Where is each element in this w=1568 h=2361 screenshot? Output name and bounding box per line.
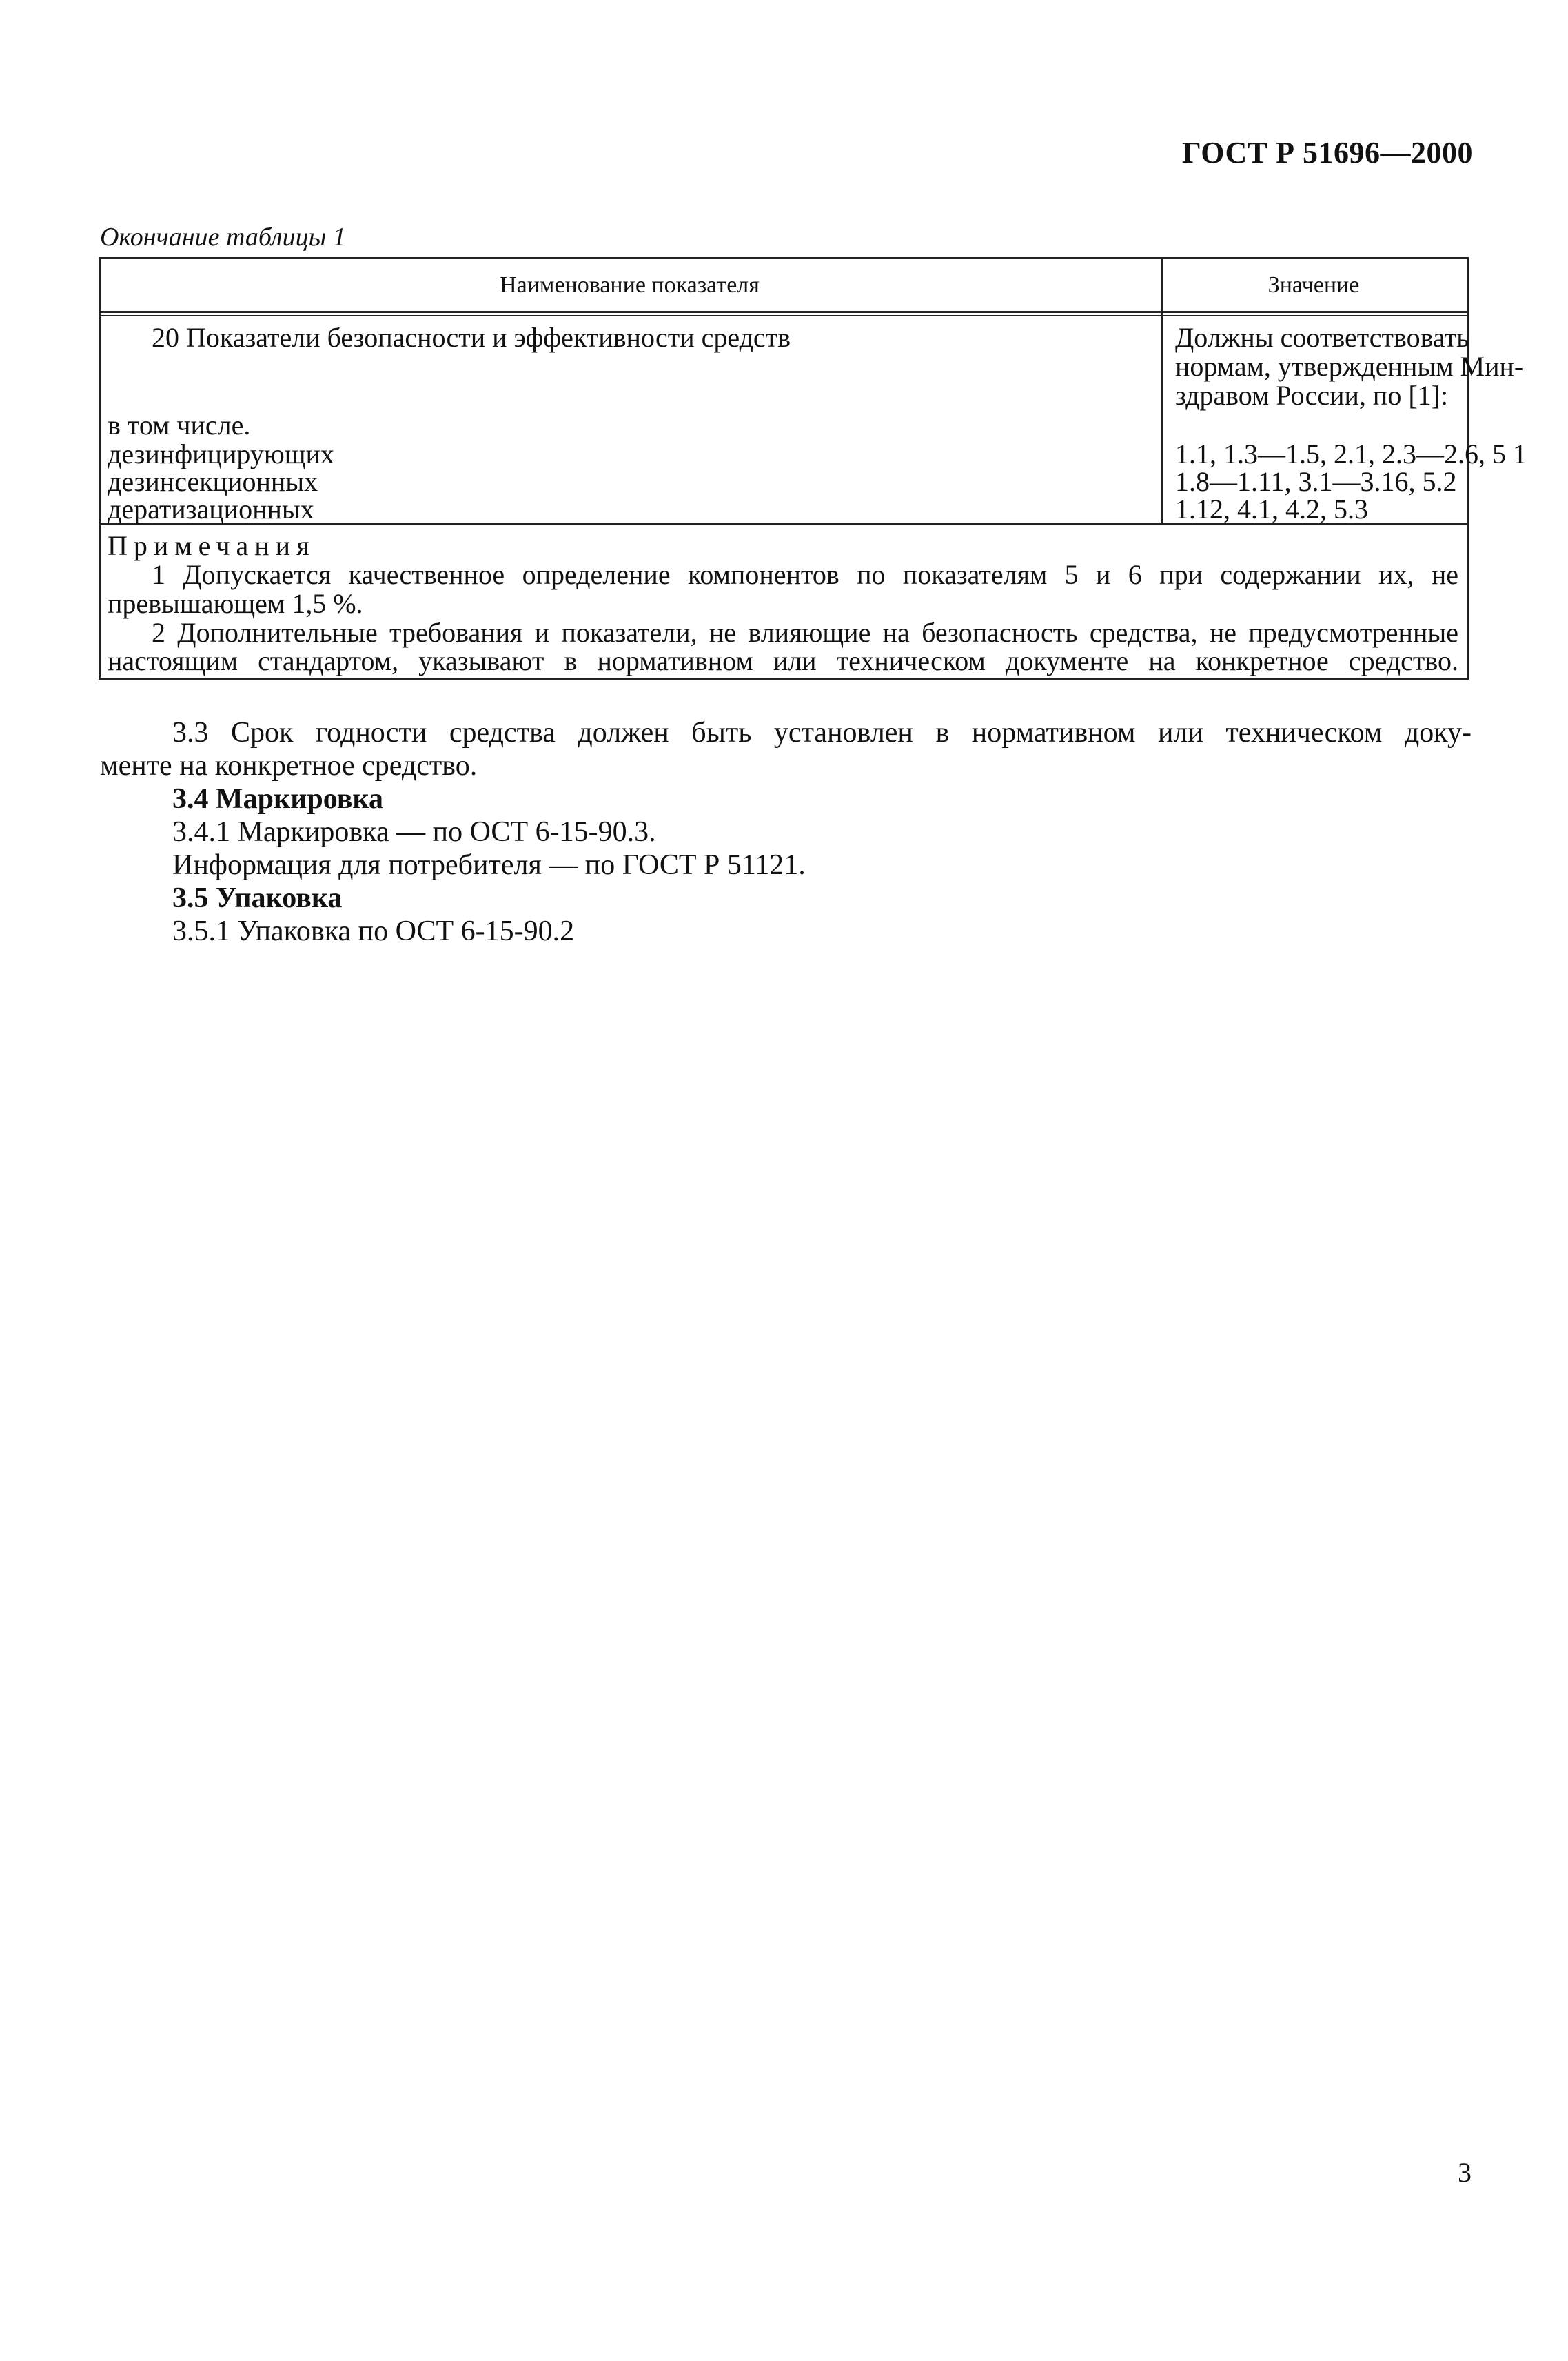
value-line-3: здравом России, по [1]:	[1175, 380, 1449, 411]
indicators-table	[99, 257, 1527, 680]
paragraph-3-5-1: 3.5.1 Упаковка по ОСТ 6-15-90.2	[172, 915, 575, 947]
col-header-value: Значение	[1267, 272, 1360, 298]
header-separator-double	[99, 315, 1469, 316]
note-1-line-2: превышающем 1,5 %.	[108, 588, 363, 619]
sub-item-value: 1.12, 4.1, 4.2, 5.3	[1175, 494, 1368, 525]
sub-item-name: дератизационных	[108, 494, 314, 525]
value-line-1: Должны соответствовать	[1175, 322, 1469, 353]
page-number: 3	[1458, 2157, 1472, 2188]
section-heading-3-5: 3.5 Упаковка	[172, 882, 343, 914]
table-left-border	[99, 257, 101, 680]
table-caption: Окончание таблицы 1	[100, 223, 346, 252]
note-1-line-1: 1 Допускается качественное определение компонентов по показателям 5 и 6 при содержании их, не	[152, 559, 1458, 590]
notes-title: Примечания	[108, 530, 316, 561]
indicator-name: 20 Показатели безопасности и эффективности средств	[152, 322, 791, 353]
header-separator	[99, 311, 1469, 313]
sub-item-name: дезинсекционных	[108, 466, 318, 497]
paragraph-3-4-1-info: Информация для потребителя — по ГОСТ Р 51121.	[172, 849, 806, 881]
note-2-line-1: 2 Дополнительные требования и показатели, не влияющие на безопасность средства, не предусмотренные	[152, 617, 1458, 648]
sub-item-value: 1.8—1.11, 3.1—3.16, 5.2	[1175, 466, 1457, 497]
section-heading-3-4: 3.4 Маркировка	[172, 783, 383, 815]
paragraph-3-3-line-2: менте на конкретное средство.	[100, 750, 478, 782]
sub-item-name: дезинфицирующих	[108, 438, 334, 469]
sub-intro: в том числе.	[108, 409, 251, 440]
document-code: ГОСТ Р 51696—2000	[1181, 136, 1473, 170]
table-bottom-border	[99, 678, 1469, 680]
paragraph-3-4-1: 3.4.1 Маркировка — по ОСТ 6-15-90.3.	[172, 816, 656, 848]
note-2-line-2: настоящим стандартом, указывают в нормативном или техническом документе на конкретное средство.	[108, 645, 1458, 676]
table-top-border	[99, 257, 1469, 259]
value-line-2: нормам, утвержденным Мин-	[1175, 351, 1524, 382]
paragraph-3-3-line-1: 3.3 Срок годности средства должен быть установлен в нормативном или техническом доку-	[172, 717, 1472, 749]
sub-item-value: 1.1, 1.3—1.5, 2.1, 2.3—2.6, 5 1	[1175, 438, 1527, 469]
col-header-indicator: Наименование показателя	[500, 272, 760, 298]
